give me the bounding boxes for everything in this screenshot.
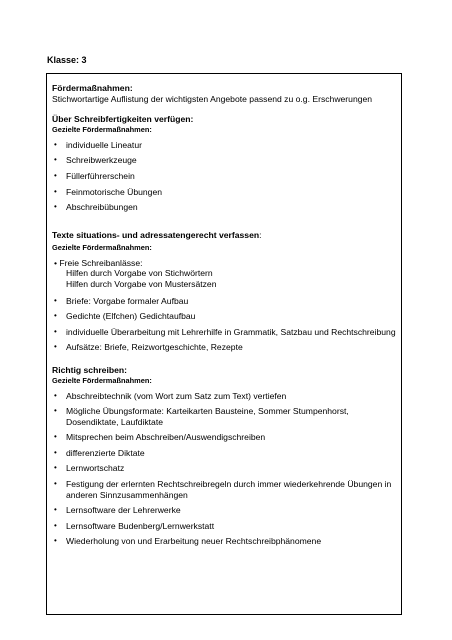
bullet: • xyxy=(54,155,57,165)
list-item: • Mitsprechen beim Abschreiben/Auswendigschreiben xyxy=(54,432,266,443)
bullet: • xyxy=(54,295,57,305)
list-item: • Schreibwerkzeuge xyxy=(54,155,137,166)
free-writing-block xyxy=(52,258,396,290)
schreibfertigkeiten-subheading: Gezielte Fördermaßnahmen: xyxy=(52,124,152,134)
bullet: • xyxy=(54,186,57,196)
bullet: • xyxy=(54,505,57,515)
richtig-list xyxy=(52,391,396,548)
bullet: • xyxy=(54,536,57,546)
bullet: • xyxy=(54,311,57,321)
richtig-subheading: Gezielte Fördermaßnahmen: xyxy=(52,375,152,385)
bullet: • xyxy=(54,390,57,400)
list-item: • Aufsätze: Briefe, Reizwortgeschichte, Rezepte xyxy=(54,342,243,353)
list-item: • Lernwortschatz xyxy=(54,463,125,474)
free-writing-line: Hilfen durch Vorgabe von Mustersätzen xyxy=(66,278,217,289)
list-item: • Gedichte (Elfchen) Gedichtaufbau xyxy=(54,311,196,322)
class-label: Klasse: 3 xyxy=(47,55,87,65)
texte-subheading: Gezielte Fördermaßnahmen: xyxy=(52,242,152,252)
list-item: • Feinmotorische Übungen xyxy=(54,186,163,197)
list-item: • Wiederholung von und Erarbeitung neuer Rechtschreibphänomene xyxy=(54,536,322,547)
richtig-heading: Richtig schreiben: xyxy=(52,364,127,375)
free-writing-line: Hilfen durch Vorgabe von Stichwörtern xyxy=(66,268,213,279)
texte-list xyxy=(52,296,396,353)
bullet: • xyxy=(54,432,57,442)
list-item: • individuelle Lineatur xyxy=(54,139,142,150)
list-item: • Festigung der erlernten Rechtschreibregeln durch immer wiederkehrende Übungen in anderen Sinnzusammenhängen xyxy=(54,479,392,500)
list-item: • Abschreibtechnik (vom Wort zum Satz zum Text) vertiefen xyxy=(54,390,287,401)
list-item: • individuelle Überarbeitung mit Lehrerhilfe in Grammatik, Satzbau und Rechtschreibung xyxy=(54,326,396,337)
bullet: • xyxy=(54,326,57,336)
bullet: • xyxy=(54,406,57,416)
list-item: • Mögliche Übungsformate: Karteikarten Bausteine, Sommer Stumpenhorst, Dosendiktate, Laufdiktate xyxy=(54,406,349,427)
list-item: • Lernsoftware der Lehrerwerke xyxy=(54,505,181,516)
list-item: • Briefe: Vorgabe formaler Aufbau xyxy=(54,295,189,306)
foerder-text: Stichwortartige Auflistung der wichtigsten Angebote passend zu o.g. Erschwerungen xyxy=(52,93,373,104)
bullet: • xyxy=(54,170,57,180)
list-item: • Füllerführerschein xyxy=(54,170,135,181)
list-item: • Abschreibübungen xyxy=(54,202,138,213)
texte-heading: Texte situations- und adressatengerecht verfassen: xyxy=(52,229,262,240)
schreibfertigkeiten-heading: Über Schreibfertigkeiten verfügen: xyxy=(52,114,194,125)
list-item: • differenzierte Diktate xyxy=(54,447,145,458)
bullet: • xyxy=(54,202,57,212)
bullet: • xyxy=(54,342,57,352)
bullet: • xyxy=(54,520,57,530)
bullet: • xyxy=(54,447,57,457)
schreibfertigkeiten-list xyxy=(52,140,396,213)
measures-box xyxy=(46,73,402,615)
foerder-heading: Fördermaßnahmen: xyxy=(52,83,133,93)
bullet: • xyxy=(54,139,57,149)
bullet: • xyxy=(54,479,57,489)
list-item: • Lernsoftware Budenberg/Lernwerkstatt xyxy=(54,520,215,531)
free-writing-label: • Freie Schreibanlässe: xyxy=(54,257,143,268)
bullet: • xyxy=(54,463,57,473)
